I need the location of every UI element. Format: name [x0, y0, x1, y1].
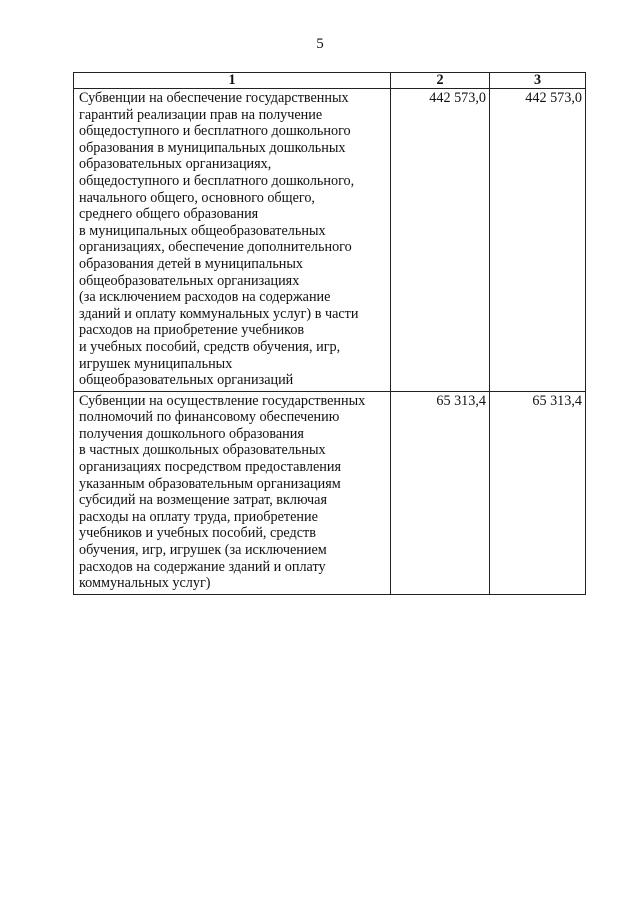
description-line: субсидий на возмещение затрат, включая — [79, 492, 327, 509]
row-value-column-3: 442 573,0 — [490, 89, 586, 392]
column-header-1: 1 — [74, 73, 391, 89]
description-line: общеобразовательных организаций — [79, 372, 294, 389]
table-row — [74, 391, 586, 594]
description-line: расходы на оплату труда, приобретение — [79, 508, 318, 525]
description-line: Субвенции на обеспечение государственных — [79, 90, 349, 106]
description-line: общеобразовательных организациях — [79, 272, 300, 289]
description-line: образования в муниципальных дошкольных — [79, 139, 346, 156]
description-line: обучения, игр, игрушек (за исключением — [79, 542, 327, 559]
description-line: начального общего, основного общего, — [79, 189, 315, 206]
description-line: расходов на содержание зданий и оплату — [79, 558, 326, 575]
description-line: (за исключением расходов на содержание — [79, 289, 331, 306]
description-line: организациях, обеспечение дополнительного — [79, 239, 352, 256]
description-line: расходов на приобретение учебников — [79, 322, 305, 339]
row-value-column-2: 442 573,0 — [391, 89, 490, 392]
description-line: полномочий по финансовому обеспечению — [79, 409, 340, 426]
page-number: 5 — [316, 36, 324, 52]
description-line: среднего общего образования — [79, 206, 259, 223]
description-line: получения дошкольного образования — [79, 425, 304, 442]
row-value-column-3: 65 313,4 — [490, 391, 586, 594]
description-line: и учебных пособий, средств обучения, игр, — [79, 338, 341, 355]
description-line: организациях посредством предоставления — [79, 459, 341, 476]
description-line: в частных дошкольных образовательных — [79, 442, 326, 459]
description-line: Субвенции на осуществление государственных — [79, 392, 366, 409]
description-line: указанным образовательным организациям — [79, 475, 341, 492]
description-line: коммунальных услуг) — [79, 575, 211, 592]
column-header-2: 2 — [391, 73, 490, 89]
description-line: игрушек муниципальных — [79, 355, 233, 372]
description-line: образовательных организациях, — [79, 156, 272, 173]
row-description — [74, 391, 391, 594]
table-row — [74, 89, 586, 392]
description-line: образования детей в муниципальных — [79, 255, 304, 272]
description-line: общедоступного и бесплатного дошкольного, — [79, 172, 355, 189]
column-header-3: 3 — [490, 73, 586, 89]
row-description — [74, 89, 391, 392]
description-line: в муниципальных общеобразовательных — [79, 222, 326, 239]
description-line: зданий и оплату коммунальных услуг) в части — [79, 305, 359, 322]
description-line: общедоступного и бесплатного дошкольного — [79, 123, 351, 140]
row-value-column-2: 65 313,4 — [391, 391, 490, 594]
table-header-row — [74, 73, 586, 89]
description-line: гарантий реализации прав на получение — [79, 106, 323, 123]
subvention-table — [73, 72, 586, 595]
description-line: учебников и учебных пособий, средств — [79, 525, 316, 542]
